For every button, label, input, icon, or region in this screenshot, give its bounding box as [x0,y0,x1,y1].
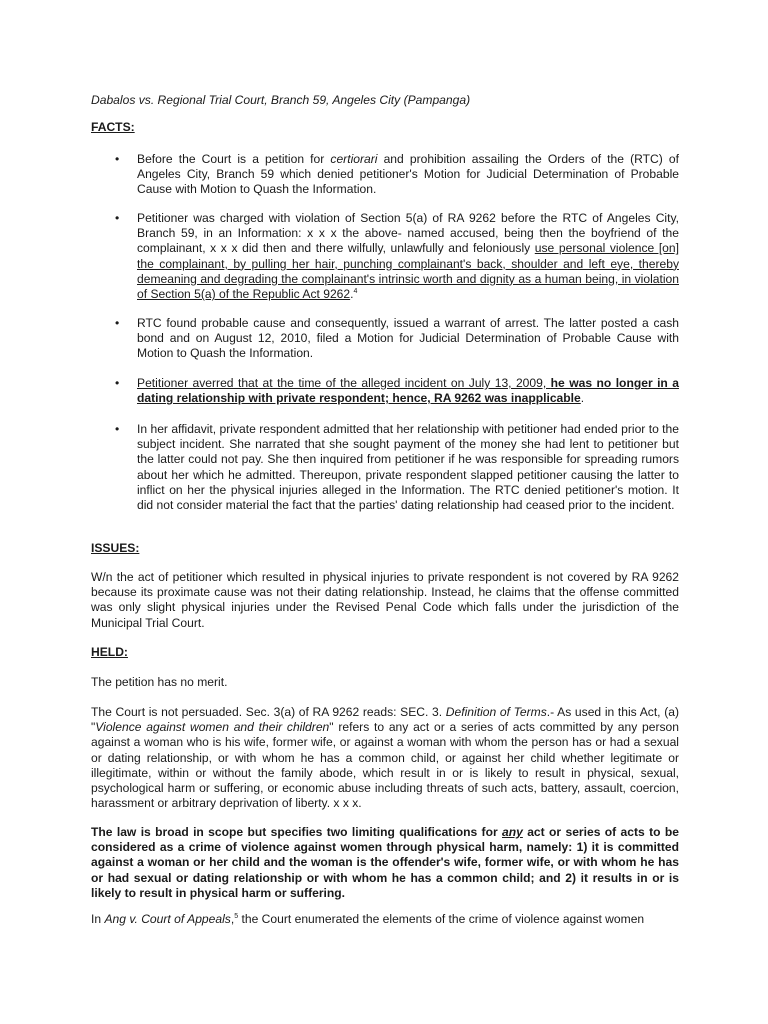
held-paragraph: The petition has no merit. [91,675,228,689]
fact-text: RTC found probable cause and consequently, issued a warrant of arrest. The latter posted a cash bond and on August 12, 2010, filed a Motion for Judicial Determination of Probable Cause with Motion to Quash the Information. [137,316,679,361]
bullet-icon: • [115,316,120,330]
fact-text: In her affidavit, private respondent admitted that her relationship with petitioner had ended prior to the subject incident. She narrated that she sought payment of the money she had lent to petitioner but the latter could not pay. She then inquired from petitioner if he was responsible for spreading rumors about her which he admitted. Thereupon, private respondent slapped petitioner causing the latter to inflict on her the physical injuries alleged in the Information. The RTC denied petitioner's motion. It did not consider material the fact that the parties' dating relationship had ceased prior to the incident. [137,422,679,513]
case-title: Dabalos vs. Regional Trial Court, Branch 59, Angeles City (Pampanga) [91,93,471,107]
fact-text: Petitioner averred that at the time of the alleged incident on July 13, 2009, he was no longer in a dating relationship with private respondent; hence, RA 9262 was inapplicable. [137,376,679,406]
bullet-icon: • [115,376,120,390]
bullet-icon: • [115,211,120,225]
fact-text: Petitioner was charged with violation of Section 5(a) of RA 9262 before the RTC of Angeles City, Branch 59, in an Information: x x x the above- named accused, being then the boyfriend of the complainant, x x x did then and there wilfully, unlawfully and feloniously use personal violence [on] the complainant, by pulling her hair, punching complainant's back, shoulder and left eye, thereby demeaning and degrading the complainant's intrinsic worth and dignity as a human being, in violation of Section 5(a) of the Republic Act 9262.$^4$ [137,211,679,302]
bullet-icon: • [115,152,120,166]
issues-heading: ISSUES: [91,541,140,555]
bullet-icon: • [115,422,120,436]
held-paragraph: In Ang v. Court of Appeals,$^5$ the Court enumerated the elements of the crime of violence against women [91,912,645,926]
fact-text: Before the Court is a petition for certiorari and prohibition assailing the Orders of the (RTC) of Angeles City, Branch 59 which denied petitioner's Motion for Judicial Determination of Probable Cause with Motion to Quash the Information. [137,152,679,197]
issues-text: W/n the act of petitioner which resulted in physical injuries to private respondent is not covered by RA 9262 because its proximate cause was not their dating relationship. Instead, he claims that the offense committed was only slight physical injuries under the Revised Penal Code which falls under the jurisdiction of the Municipal Trial Court. [91,570,679,630]
held-heading: HELD: [91,645,128,659]
facts-heading: FACTS: [91,120,135,134]
held-paragraph-bold: The law is broad in scope but specifies two limiting qualifications for any act or series of acts to be considered as a crime of violence against women through physical harm, namely: 1) it is committed against a woman or her child and the woman is the offender's wife, former wife, or with whom he has or had sexual or dating relationship or with whom he has a common child; and 2) it results in or is likely to result in physical harm or suffering. [91,825,679,900]
held-paragraph: The Court is not persuaded. Sec. 3(a) of RA 9262 reads: SEC. 3. Definition of Terms.- As used in this Act, (a) "Violence against women and their children" refers to any act or a series of acts committed by any person against a woman who is his wife, former wife, or against a woman with whom the person has or had a sexual or dating relationship, or with whom he has a common child, or against her child whether legitimate or illegitimate, within or without the family abode, which result in or is likely to result in physical, sexual, psychological harm or suffering, or economic abuse including threats of such acts, battery, assault, coercion, harassment or arbitrary deprivation of liberty. x x x. [91,705,680,811]
